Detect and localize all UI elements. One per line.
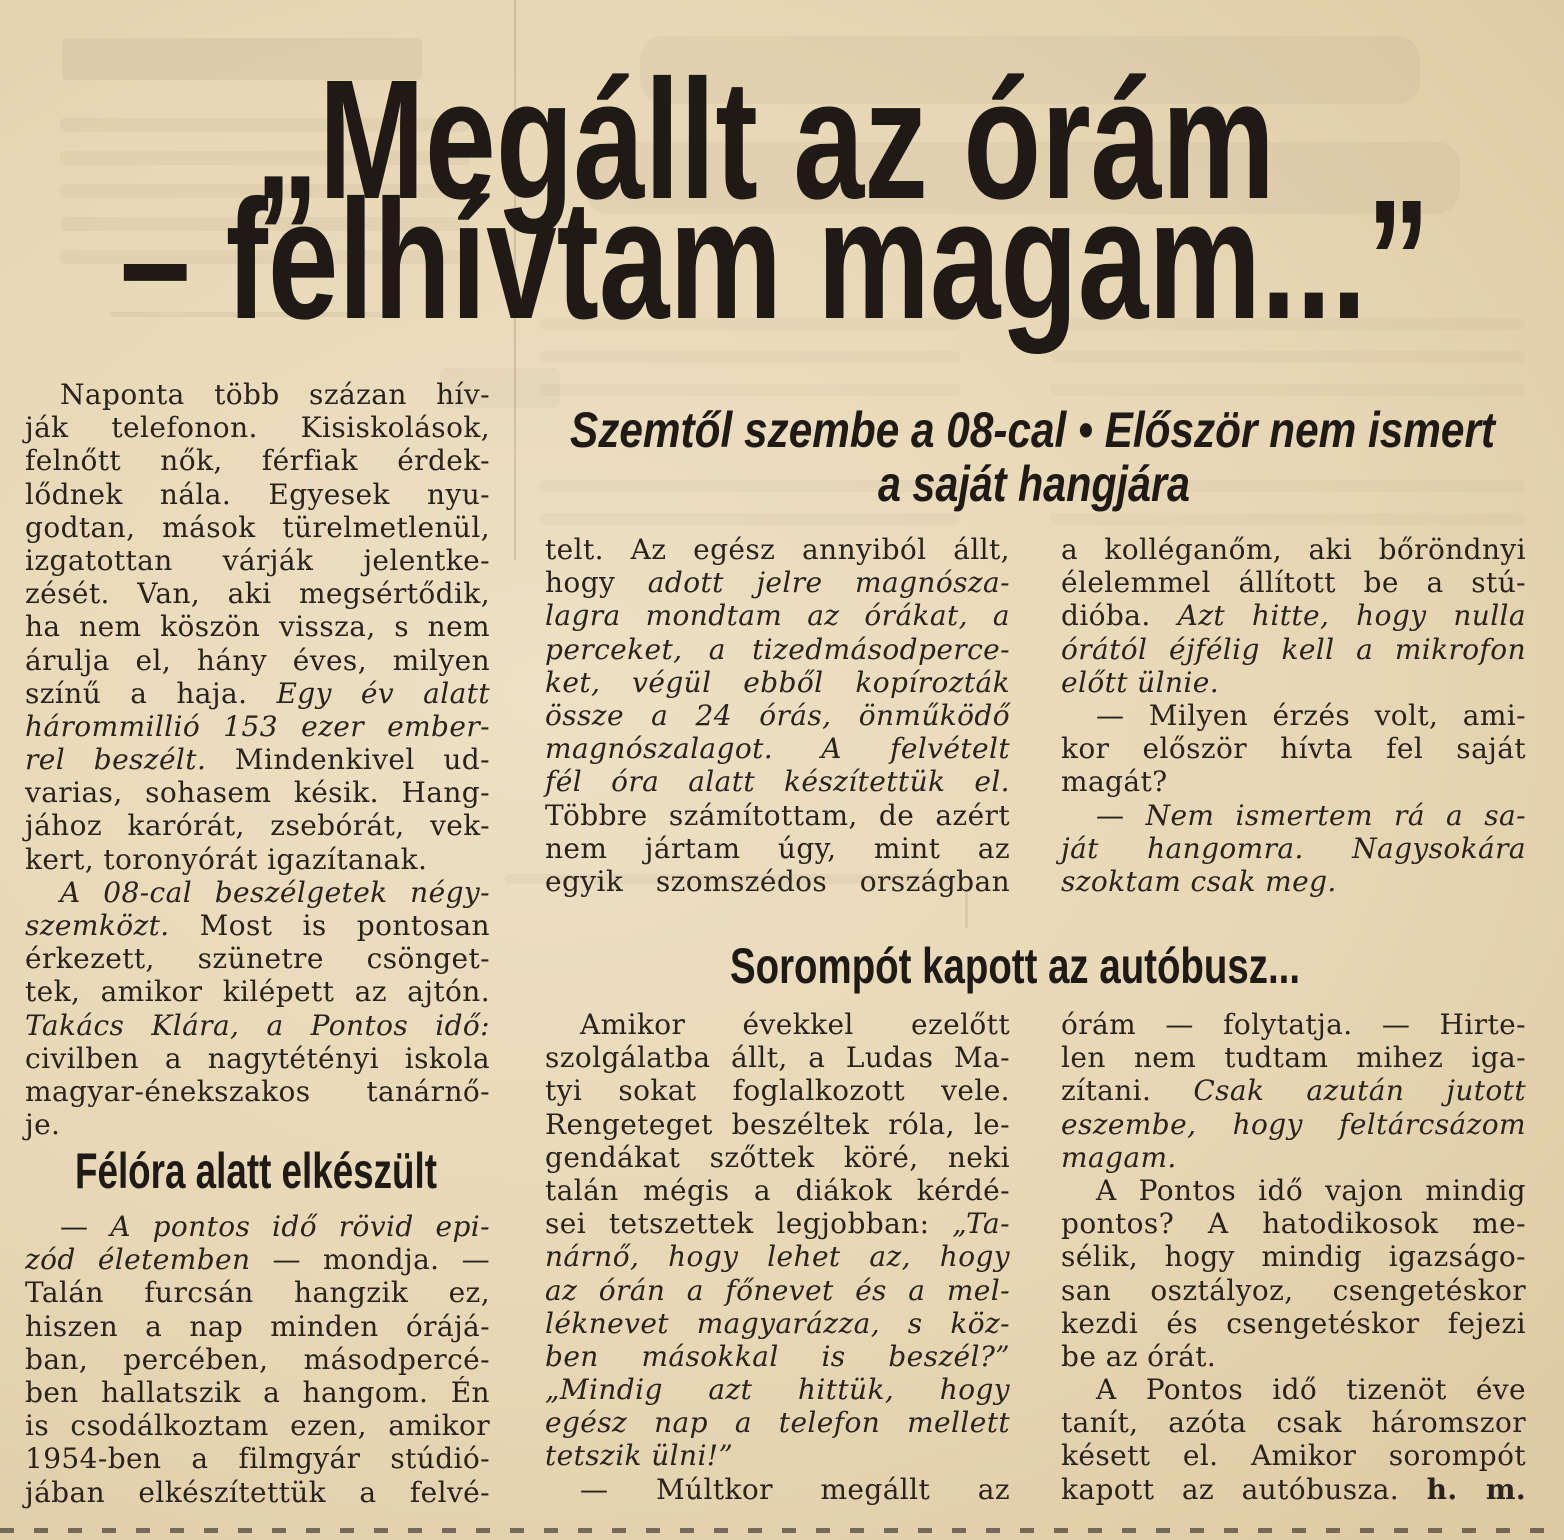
text-line bbox=[25, 1409, 490, 1442]
italic-text: eszembe, hogy feltárcsázom bbox=[1061, 1107, 1526, 1141]
text-run: telt. Az egész annyiból állt, bbox=[545, 533, 1010, 566]
italic-text: lagra mondtam az órákat, a bbox=[545, 599, 1010, 633]
text-line bbox=[545, 1174, 1010, 1207]
text-run: hiszen a nap minden órájá- bbox=[25, 1309, 490, 1343]
text-line bbox=[1061, 1274, 1526, 1307]
text-run: talán mégis a diákok kérdé- bbox=[545, 1173, 1010, 1207]
text-line bbox=[25, 1442, 490, 1475]
text-run: civilben a nagytétényi iskola bbox=[25, 1041, 490, 1075]
text-line bbox=[25, 1310, 490, 1343]
text-run: ják telefonon. Kisiskolások, bbox=[25, 411, 490, 445]
text-run: magát? bbox=[1061, 765, 1168, 799]
italic-text: A pontos idő rövid epi- bbox=[110, 1210, 491, 1243]
italic-text: nárnő, hogy lehet az, hogy bbox=[545, 1240, 1010, 1274]
italic-text: össze a 24 órás, önműködő bbox=[545, 698, 1010, 732]
text-run: Naponta több százan hív- bbox=[60, 378, 490, 411]
text-line bbox=[25, 1343, 490, 1376]
italic-text: zód életemben bbox=[25, 1243, 251, 1277]
text-run: jában elkészítettük a felvé- bbox=[25, 1475, 490, 1509]
text-line bbox=[545, 666, 1010, 699]
text-line bbox=[545, 865, 1010, 898]
text-run: kert, toronyórát igazítanak. bbox=[25, 842, 428, 876]
text-line bbox=[1061, 732, 1526, 765]
text-line bbox=[1061, 1406, 1526, 1439]
text-line bbox=[545, 1439, 1010, 1472]
text-line bbox=[545, 1041, 1010, 1074]
text-line bbox=[545, 1373, 1010, 1406]
text-line bbox=[545, 533, 1010, 566]
italic-text: adott jelre magnósza- bbox=[647, 566, 1010, 600]
text-line bbox=[545, 1274, 1010, 1307]
text-line bbox=[25, 1276, 490, 1309]
text-line bbox=[1061, 1041, 1526, 1074]
left-column-intro bbox=[25, 378, 490, 1141]
text-run: ha nem köszön vissza, s nem bbox=[25, 610, 490, 644]
text-line bbox=[545, 1240, 1010, 1273]
text-run: je. bbox=[25, 1108, 61, 1142]
text-line bbox=[25, 644, 490, 677]
text-run: lődnek nála. Egyesek nyu- bbox=[25, 477, 490, 511]
headline-line-2: – felhívtam magam...” bbox=[120, 165, 1430, 355]
italic-text: „Ta- bbox=[952, 1207, 1010, 1241]
text-line bbox=[25, 478, 490, 511]
italic-text: léknevet magyarázza, s köz- bbox=[545, 1306, 1010, 1340]
text-line bbox=[1061, 1174, 1526, 1207]
text-line bbox=[25, 710, 490, 743]
text-run: A Pontos idő vajon mindig bbox=[1096, 1173, 1526, 1207]
text-line bbox=[25, 942, 490, 975]
text-line bbox=[545, 1473, 1010, 1506]
text-run: tanít, azóta csak háromszor bbox=[1061, 1406, 1526, 1440]
text-line bbox=[25, 975, 490, 1008]
text-line bbox=[545, 1141, 1010, 1174]
text-run: élelemmel állított be a stú- bbox=[1061, 566, 1526, 600]
text-line bbox=[1061, 1340, 1526, 1373]
text-line bbox=[25, 1476, 490, 1509]
text-run: a kolléganőm, aki bőröndnyi bbox=[1061, 533, 1526, 566]
text-line bbox=[25, 1042, 490, 1075]
italic-text: magam. bbox=[1061, 1140, 1177, 1174]
text-run: magyar-énekszakos tanárnő- bbox=[25, 1074, 490, 1108]
text-run: dióba. bbox=[1061, 599, 1178, 633]
middle-column-bottom bbox=[545, 1008, 1010, 1506]
italic-text: rel beszélt. bbox=[25, 743, 207, 777]
text-run: is csodálkoztam ezen, amikor bbox=[25, 1409, 490, 1443]
text-line bbox=[545, 633, 1010, 666]
text-run: Rengeteget beszéltek róla, le- bbox=[545, 1107, 1010, 1141]
text-line bbox=[545, 699, 1010, 732]
italic-text: órától éjfélig kell a mikrofon bbox=[1061, 632, 1526, 666]
text-run: san osztályoz, csengetéskor bbox=[1061, 1273, 1526, 1307]
text-run: — bbox=[1096, 798, 1146, 832]
text-line bbox=[25, 843, 490, 876]
text-run: — bbox=[60, 1210, 111, 1243]
text-line bbox=[25, 610, 490, 643]
text-line bbox=[545, 599, 1010, 632]
text-line bbox=[1061, 765, 1526, 798]
text-line bbox=[1061, 1307, 1526, 1340]
text-line bbox=[1061, 633, 1526, 666]
text-line bbox=[545, 765, 1010, 798]
text-line bbox=[25, 378, 490, 411]
text-run: kezdi és csengetéskor fejezi bbox=[1061, 1306, 1526, 1340]
text-line bbox=[545, 1108, 1010, 1141]
text-run: órám — folytatja. — Hirte- bbox=[1061, 1008, 1526, 1041]
italic-text: fél óra alatt készítettük el. bbox=[545, 765, 1010, 799]
text-run: Amikor évekkel ezelőtt bbox=[580, 1008, 1010, 1041]
text-run: felnőtt nők, férfiak érdek- bbox=[25, 444, 490, 478]
text-line bbox=[545, 1008, 1010, 1041]
italic-text: szoktam csak meg. bbox=[1061, 864, 1337, 898]
text-line bbox=[545, 1406, 1010, 1439]
italic-text: Takács Klára, a Pontos idő: bbox=[25, 1008, 490, 1042]
text-run: 1954-ben a filmgyár stúdió- bbox=[25, 1442, 490, 1476]
italic-text: az órán a főnevet és a mel- bbox=[545, 1273, 1010, 1307]
text-run: színű a haja. bbox=[25, 676, 277, 710]
text-run: zítani. bbox=[1061, 1074, 1194, 1108]
text-line bbox=[1061, 666, 1526, 699]
text-run: nem jártam úgy, mint az bbox=[545, 831, 1010, 865]
text-line bbox=[545, 1307, 1010, 1340]
text-run: A Pontos idő tizenöt éve bbox=[1096, 1373, 1526, 1407]
italic-text: A 08-cal beszélgetek négy- bbox=[60, 875, 490, 909]
text-run: jához karórát, zsebórát, vek- bbox=[25, 809, 490, 843]
text-run: egyik szomszédos országban bbox=[545, 864, 1010, 898]
text-line bbox=[545, 1340, 1010, 1373]
text-line bbox=[1061, 1373, 1526, 1406]
italic-text: szemközt. bbox=[25, 909, 170, 942]
text-run: kor először hívta fel saját bbox=[1061, 732, 1526, 766]
text-line bbox=[25, 1108, 490, 1141]
text-line bbox=[1061, 599, 1526, 632]
text-run: — Milyen érzés volt, ami- bbox=[1096, 698, 1526, 732]
text-run: sei tetszettek legjobban: bbox=[545, 1207, 953, 1241]
italic-text: Csak azután jutott bbox=[1193, 1074, 1526, 1108]
text-line bbox=[1061, 699, 1526, 732]
text-run: kapott az autóbusza. bbox=[1061, 1472, 1427, 1506]
text-run: Most is pontosan bbox=[169, 909, 490, 942]
text-line bbox=[1061, 865, 1526, 898]
left-column-felora bbox=[25, 1210, 490, 1509]
text-run: késett el. Amikor sorompót bbox=[1061, 1439, 1526, 1473]
text-run: Mindenkivel ud- bbox=[206, 743, 490, 777]
italic-text: ben másokkal is beszél?” bbox=[545, 1339, 1010, 1373]
text-line bbox=[25, 1243, 490, 1276]
italic-text: hárommillió 153 ezer ember- bbox=[25, 709, 490, 743]
text-line bbox=[1061, 799, 1526, 832]
text-line bbox=[545, 1074, 1010, 1107]
text-line bbox=[1061, 1473, 1526, 1506]
text-line bbox=[25, 1210, 490, 1243]
text-line bbox=[1061, 1008, 1526, 1041]
text-line bbox=[25, 577, 490, 610]
torn-edge bbox=[0, 1528, 1564, 1533]
italic-text: Egy év alatt bbox=[276, 676, 490, 710]
text-run: hogy bbox=[545, 566, 648, 600]
text-run: ben hallatszik a hangom. Én bbox=[25, 1375, 490, 1409]
text-line bbox=[25, 1009, 490, 1042]
text-line bbox=[545, 732, 1010, 765]
italic-text: ket, végül ebből kopírozták bbox=[545, 665, 1010, 699]
italic-text: magnószalagot. A felvételt bbox=[545, 732, 1010, 766]
text-line bbox=[1061, 533, 1526, 566]
text-line bbox=[25, 677, 490, 710]
text-line bbox=[25, 411, 490, 444]
text-line bbox=[545, 799, 1010, 832]
text-run: sélik, hogy mindig igazságo- bbox=[1061, 1240, 1526, 1274]
text-line bbox=[1061, 832, 1526, 865]
text-run: izgatottan várják jelentke- bbox=[25, 543, 490, 577]
text-run: — Múltkor megállt az bbox=[580, 1472, 1010, 1506]
text-run: len nem tudtam mihez iga- bbox=[1061, 1041, 1526, 1075]
right-column-bottom bbox=[1061, 1008, 1526, 1506]
text-line bbox=[1061, 1141, 1526, 1174]
italic-text: ját hangomra. Nagysokára bbox=[1061, 831, 1526, 865]
italic-text: „Mindig azt hittük, hogy bbox=[545, 1373, 1010, 1407]
text-run: pontos? A hatodikosok me- bbox=[1061, 1207, 1526, 1241]
subtitle-line-2: a saját hangjára bbox=[878, 456, 1190, 512]
text-line bbox=[25, 444, 490, 477]
italic-text: perceket, a tizedmásodperce- bbox=[545, 632, 1010, 666]
text-run: tyi sokat foglalkozott vele. bbox=[545, 1074, 1010, 1108]
text-run: szolgálatba állt, a Ludas Ma- bbox=[545, 1041, 1010, 1075]
subtitle-line-1: Szemtől szembe a 08-cal • Először nem ismert bbox=[570, 402, 1497, 458]
text-run: be az órát. bbox=[1061, 1339, 1217, 1373]
text-line bbox=[25, 909, 490, 942]
text-line bbox=[1061, 1074, 1526, 1107]
text-run: Többre számítottam, de azért bbox=[545, 798, 1010, 832]
text-line bbox=[25, 743, 490, 776]
text-line bbox=[1061, 1439, 1526, 1472]
italic-text: egész nap a telefon mellett bbox=[545, 1406, 1010, 1440]
text-run: zését. Van, aki megsértődik, bbox=[25, 577, 490, 611]
text-line bbox=[545, 832, 1010, 865]
text-run: varias, sohasem késik. Hang- bbox=[25, 776, 490, 810]
italic-text: Nem ismertem rá a sa- bbox=[1145, 798, 1527, 832]
text-line bbox=[25, 1376, 490, 1409]
headline-line-1: „Megállt az órám bbox=[255, 45, 1275, 235]
text-run: tek, amikor kilépett az ajtón. bbox=[25, 975, 490, 1009]
middle-column-top bbox=[545, 533, 1010, 898]
text-line bbox=[25, 809, 490, 842]
text-line bbox=[545, 1207, 1010, 1240]
text-line bbox=[25, 511, 490, 544]
text-run: érkezett, szünetre csönget- bbox=[25, 942, 490, 976]
italic-text: tetszik ülni!” bbox=[545, 1439, 734, 1473]
text-line bbox=[1061, 1240, 1526, 1273]
section-heading-sorompo: Sorompót kapott az autóbusz... bbox=[730, 938, 1300, 994]
text-run: árulja el, hány éves, milyen bbox=[25, 643, 490, 677]
text-line bbox=[25, 1075, 490, 1108]
text-line bbox=[1061, 566, 1526, 599]
text-run: godtan, mások türelmetlenül, bbox=[25, 510, 490, 544]
italic-text: Azt hitte, hogy nulla bbox=[1177, 599, 1526, 633]
text-run: Talán furcsán hangzik ez, bbox=[25, 1276, 490, 1310]
text-line bbox=[25, 776, 490, 809]
text-line bbox=[25, 544, 490, 577]
text-line bbox=[25, 876, 490, 909]
section-heading-felora: Félóra alatt elkészült bbox=[75, 1143, 438, 1199]
italic-text: előtt ülnie. bbox=[1061, 665, 1220, 699]
text-line bbox=[545, 566, 1010, 599]
author-initials: h. m. bbox=[1426, 1472, 1526, 1506]
right-column-top bbox=[1061, 533, 1526, 898]
text-line bbox=[1061, 1108, 1526, 1141]
text-run: ban, percében, másodpercé- bbox=[25, 1342, 490, 1376]
text-run: — mondja. — bbox=[250, 1243, 490, 1277]
text-run: gendákat szőttek köré, neki bbox=[545, 1140, 1010, 1174]
text-line bbox=[1061, 1207, 1526, 1240]
